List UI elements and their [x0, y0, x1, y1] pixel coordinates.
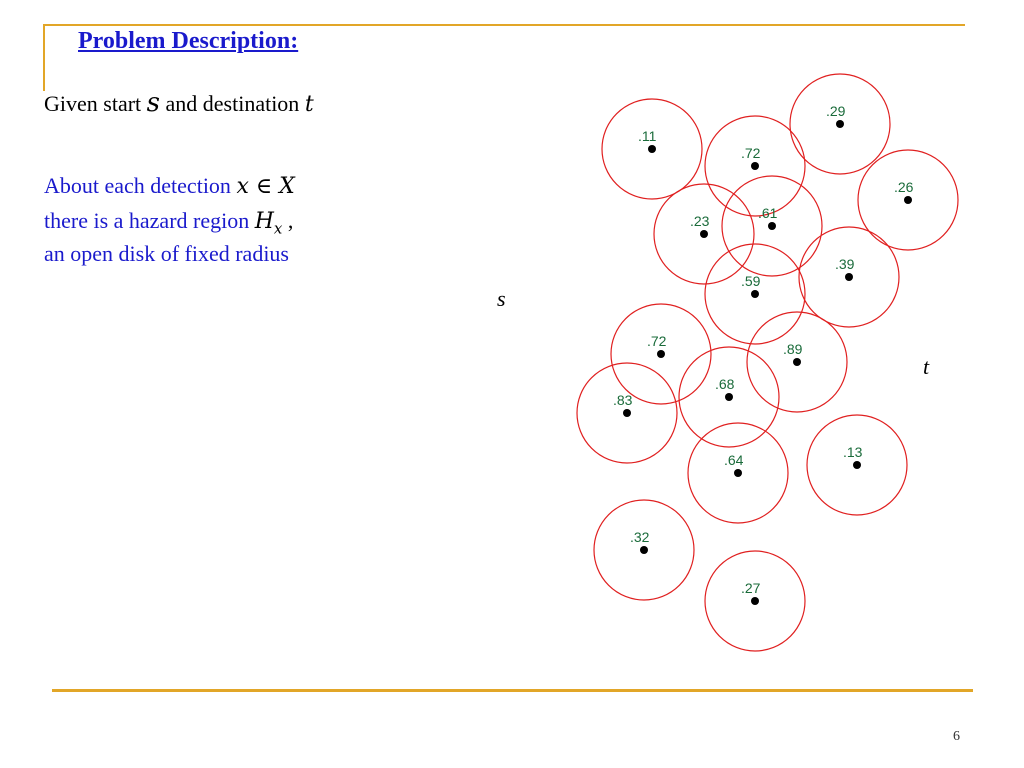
detection-point — [845, 273, 853, 281]
detection-point — [640, 546, 648, 554]
detection-label: .27 — [741, 580, 761, 596]
detection-label: .26 — [894, 179, 914, 195]
detection-point — [751, 290, 759, 298]
hazard-circles — [577, 74, 958, 651]
detection-label: .13 — [843, 444, 863, 460]
hazard-text: there is a hazard region — [44, 208, 250, 233]
detection-label: .11 — [638, 128, 657, 144]
hazard-math-base: H — [254, 209, 274, 234]
detection-label: .89 — [783, 341, 803, 357]
detection-point — [751, 597, 759, 605]
detection-label: .72 — [741, 145, 761, 161]
detection-point — [904, 196, 912, 204]
page-number: 6 — [953, 729, 960, 744]
detection-point — [725, 393, 733, 401]
disk-line: an open disk of fixed radius — [44, 241, 289, 266]
bottom-rule — [52, 689, 973, 692]
start-label: s — [497, 286, 506, 311]
detection-label: .39 — [835, 256, 855, 272]
detection-label: .83 — [613, 392, 633, 408]
given-mid: and destination — [165, 91, 300, 116]
start-symbol: s — [146, 88, 160, 118]
detection-point — [700, 230, 708, 238]
detection-label: .23 — [690, 213, 710, 229]
detection-label: .72 — [647, 333, 667, 349]
detection-point — [768, 222, 776, 230]
detection-point — [853, 461, 861, 469]
detection-math: x ∈ X — [236, 174, 295, 199]
detection-text: About each detection — [44, 173, 231, 198]
detection-point — [623, 409, 631, 417]
detection-label: .29 — [826, 103, 846, 119]
slide-title: Problem Description: — [78, 28, 299, 54]
detection-label: .68 — [715, 376, 735, 392]
destination-symbol: t — [304, 92, 314, 117]
detection-point — [793, 358, 801, 366]
detection-label: .61 — [758, 205, 778, 221]
given-prefix: Given start — [44, 91, 142, 116]
detection-point — [751, 162, 759, 170]
detection-points — [623, 120, 912, 605]
destination-label: t — [923, 354, 930, 379]
detection-point — [836, 120, 844, 128]
detection-label: .32 — [630, 529, 650, 545]
detection-point — [734, 469, 742, 477]
detection-label: .59 — [741, 273, 761, 289]
detection-point — [648, 145, 656, 153]
hazard-math-sub: x — [273, 219, 283, 238]
detection-point — [657, 350, 665, 358]
hazard-comma: , — [287, 208, 294, 233]
detection-label: .64 — [724, 452, 744, 468]
